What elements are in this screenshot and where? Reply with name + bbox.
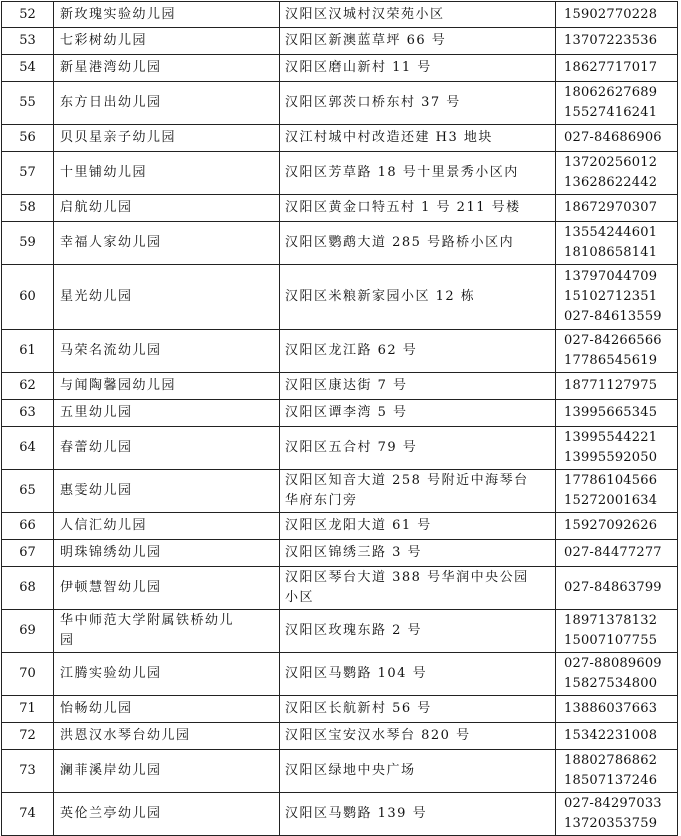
phone-cell bbox=[556, 653, 678, 696]
row-number: 67 bbox=[2, 540, 54, 567]
address: 汉阳区五合村 79 号 bbox=[280, 427, 556, 470]
address bbox=[280, 470, 556, 513]
phone-number: 18771127975 bbox=[564, 378, 658, 393]
phone-number: 027-84613559 bbox=[564, 309, 662, 324]
phone-cell bbox=[556, 195, 678, 222]
phone-number: 027-84863799 bbox=[564, 580, 662, 595]
phone-number: 18971378132 bbox=[564, 613, 658, 628]
table-row bbox=[2, 696, 678, 723]
table-row bbox=[2, 55, 678, 82]
address bbox=[280, 567, 556, 610]
phone-cell bbox=[556, 82, 678, 125]
kindergarten-name: 惠雯幼儿园 bbox=[54, 470, 280, 513]
row-number: 62 bbox=[2, 373, 54, 400]
address-line: 小区 bbox=[285, 590, 315, 605]
kindergarten-name: 怡畅幼儿园 bbox=[54, 696, 280, 723]
name-line: 华中师范大学附属铁桥幼儿 bbox=[60, 613, 235, 628]
kindergarten-name: 洪恩汉水琴台幼儿园 bbox=[54, 723, 280, 750]
kindergarten-name: 新玫瑰实验幼儿园 bbox=[54, 2, 280, 28]
table-row bbox=[2, 400, 678, 427]
table-row bbox=[2, 2, 678, 28]
phone-number: 15527416241 bbox=[564, 105, 658, 120]
phone-number: 18672970307 bbox=[564, 200, 658, 215]
row-number: 71 bbox=[2, 696, 54, 723]
table-row bbox=[2, 427, 678, 470]
table-row bbox=[2, 265, 678, 330]
phone-number: 17786104566 bbox=[564, 473, 658, 488]
kindergarten-name: 新星港湾幼儿园 bbox=[54, 55, 280, 82]
row-number: 66 bbox=[2, 513, 54, 540]
kindergarten-name: 人信汇幼儿园 bbox=[54, 513, 280, 540]
kindergarten-table bbox=[1, 1, 678, 836]
phone-cell bbox=[556, 470, 678, 513]
phone-cell bbox=[556, 28, 678, 55]
phone-number: 15007107755 bbox=[564, 633, 658, 648]
address: 汉阳区锦绣三路 3 号 bbox=[280, 540, 556, 567]
phone-number: 15927092626 bbox=[564, 518, 658, 533]
phone-cell bbox=[556, 373, 678, 400]
address: 汉阳区龙江路 62 号 bbox=[280, 330, 556, 373]
address: 汉阳区黄金口特五村 1 号 211 号楼 bbox=[280, 195, 556, 222]
table-row bbox=[2, 152, 678, 195]
kindergarten-name: 东方日出幼儿园 bbox=[54, 82, 280, 125]
address-line: 华府东门旁 bbox=[285, 493, 358, 508]
table-row bbox=[2, 373, 678, 400]
address: 汉阳区绿地中央广场 bbox=[280, 750, 556, 793]
phone-number: 13628622442 bbox=[564, 175, 658, 190]
row-number: 70 bbox=[2, 653, 54, 696]
phone-cell bbox=[556, 567, 678, 610]
table-body bbox=[2, 2, 678, 836]
phone-number: 027-84266566 bbox=[564, 333, 662, 348]
row-number: 69 bbox=[2, 610, 54, 653]
kindergarten-name: 十里铺幼儿园 bbox=[54, 152, 280, 195]
address: 汉阳区郭茨口桥东村 37 号 bbox=[280, 82, 556, 125]
address: 汉阳区康达街 7 号 bbox=[280, 373, 556, 400]
address: 汉阳区新澳蓝草坪 66 号 bbox=[280, 28, 556, 55]
address: 汉阳区芳草路 18 号十里景秀小区内 bbox=[280, 152, 556, 195]
table-row bbox=[2, 125, 678, 152]
phone-cell bbox=[556, 793, 678, 836]
row-number: 68 bbox=[2, 567, 54, 610]
row-number: 54 bbox=[2, 55, 54, 82]
name-line: 园 bbox=[60, 633, 75, 648]
phone-number: 15342231008 bbox=[564, 728, 658, 743]
phone-cell bbox=[556, 265, 678, 330]
phone-number: 15272001634 bbox=[564, 493, 658, 508]
phone-cell bbox=[556, 513, 678, 540]
phone-number: 13554244601 bbox=[564, 225, 658, 240]
table-row bbox=[2, 330, 678, 373]
row-number: 52 bbox=[2, 2, 54, 28]
table-row bbox=[2, 513, 678, 540]
address: 汉阳区玫瑰东路 2 号 bbox=[280, 610, 556, 653]
kindergarten-name: 幸福人家幼儿园 bbox=[54, 222, 280, 265]
table-row bbox=[2, 28, 678, 55]
row-number: 65 bbox=[2, 470, 54, 513]
phone-number: 13797044709 bbox=[564, 269, 658, 284]
phone-number: 13995665345 bbox=[564, 405, 658, 420]
kindergarten-name: 马荣名流幼儿园 bbox=[54, 330, 280, 373]
phone-cell bbox=[556, 427, 678, 470]
phone-number: 13720256012 bbox=[564, 155, 658, 170]
address-line: 汉阳区知音大道 258 号附近中海琴台 bbox=[285, 473, 529, 488]
phone-cell bbox=[556, 723, 678, 750]
address: 汉阳区鹦鹉大道 285 号路桥小区内 bbox=[280, 222, 556, 265]
row-number: 60 bbox=[2, 265, 54, 330]
phone-number: 13995544221 bbox=[564, 430, 658, 445]
phone-number: 15102712351 bbox=[564, 289, 658, 304]
table-row bbox=[2, 750, 678, 793]
phone-number: 13707223536 bbox=[564, 33, 658, 48]
table-row bbox=[2, 540, 678, 567]
table-row bbox=[2, 195, 678, 222]
kindergarten-name: 与闻陶馨园幼儿园 bbox=[54, 373, 280, 400]
row-number: 64 bbox=[2, 427, 54, 470]
phone-cell bbox=[556, 696, 678, 723]
phone-number: 027-84297033 bbox=[564, 796, 662, 811]
phone-cell bbox=[556, 400, 678, 427]
address: 汉江村城中村改造还建 H3 地块 bbox=[280, 125, 556, 152]
phone-cell bbox=[556, 222, 678, 265]
row-number: 53 bbox=[2, 28, 54, 55]
phone-number: 027-84686906 bbox=[564, 130, 662, 145]
phone-cell bbox=[556, 330, 678, 373]
address: 汉阳区宝安汉水琴台 820 号 bbox=[280, 723, 556, 750]
phone-number: 027-88089609 bbox=[564, 656, 662, 671]
table-row bbox=[2, 610, 678, 653]
phone-cell bbox=[556, 152, 678, 195]
kindergarten-name: 星光幼儿园 bbox=[54, 265, 280, 330]
address: 汉阳区谭李湾 5 号 bbox=[280, 400, 556, 427]
row-number: 73 bbox=[2, 750, 54, 793]
kindergarten-name: 春蕾幼儿园 bbox=[54, 427, 280, 470]
kindergarten-name: 七彩树幼儿园 bbox=[54, 28, 280, 55]
row-number: 63 bbox=[2, 400, 54, 427]
table-row bbox=[2, 222, 678, 265]
kindergarten-name: 伊顿慧智幼儿园 bbox=[54, 567, 280, 610]
phone-cell bbox=[556, 610, 678, 653]
phone-number: 18507137246 bbox=[564, 773, 658, 788]
row-number: 58 bbox=[2, 195, 54, 222]
phone-number: 15902770228 bbox=[564, 6, 658, 22]
table-row bbox=[2, 723, 678, 750]
row-number: 56 bbox=[2, 125, 54, 152]
kindergarten-name: 澜菲溪岸幼儿园 bbox=[54, 750, 280, 793]
phone-number: 13995592050 bbox=[564, 450, 658, 465]
table-row bbox=[2, 82, 678, 125]
row-number: 74 bbox=[2, 793, 54, 836]
address-line: 汉阳区琴台大道 388 号华润中央公园 bbox=[285, 570, 529, 585]
kindergarten-name: 启航幼儿园 bbox=[54, 195, 280, 222]
kindergarten-name: 英伦兰亭幼儿园 bbox=[54, 793, 280, 836]
address: 汉阳区汉城村汉荣苑小区 bbox=[280, 2, 556, 28]
row-number: 57 bbox=[2, 152, 54, 195]
address: 汉阳区马鹦路 139 号 bbox=[280, 793, 556, 836]
phone-number: 13720353759 bbox=[564, 816, 658, 831]
kindergarten-name: 贝贝星亲子幼儿园 bbox=[54, 125, 280, 152]
phone-number: 027-84477277 bbox=[564, 545, 662, 560]
phone-number: 18627717017 bbox=[564, 60, 658, 75]
address: 汉阳区米粮新家园小区 12 栋 bbox=[280, 265, 556, 330]
address: 汉阳区磨山新村 11 号 bbox=[280, 55, 556, 82]
phone-number: 13886037663 bbox=[564, 701, 658, 716]
kindergarten-name: 江腾实验幼儿园 bbox=[54, 653, 280, 696]
table-row bbox=[2, 567, 678, 610]
phone-cell bbox=[556, 125, 678, 152]
table-row bbox=[2, 793, 678, 836]
row-number: 72 bbox=[2, 723, 54, 750]
phone-cell bbox=[556, 750, 678, 793]
phone-number: 18802786862 bbox=[564, 753, 658, 768]
row-number: 61 bbox=[2, 330, 54, 373]
row-number: 55 bbox=[2, 82, 54, 125]
table-row bbox=[2, 653, 678, 696]
phone-number: 15827534800 bbox=[564, 676, 658, 691]
phone-number: 17786545619 bbox=[564, 353, 658, 368]
phone-cell bbox=[556, 55, 678, 82]
phone-cell bbox=[556, 540, 678, 567]
row-number: 59 bbox=[2, 222, 54, 265]
kindergarten-name: 五里幼儿园 bbox=[54, 400, 280, 427]
phone-number: 18108658141 bbox=[564, 245, 658, 260]
kindergarten-name bbox=[54, 610, 280, 653]
phone-number: 18062627689 bbox=[564, 85, 658, 100]
address: 汉阳区龙阳大道 61 号 bbox=[280, 513, 556, 540]
kindergarten-name: 明珠锦绣幼儿园 bbox=[54, 540, 280, 567]
table-row bbox=[2, 470, 678, 513]
address: 汉阳区马鹦路 104 号 bbox=[280, 653, 556, 696]
address: 汉阳区长航新村 56 号 bbox=[280, 696, 556, 723]
phone-cell bbox=[556, 2, 678, 28]
